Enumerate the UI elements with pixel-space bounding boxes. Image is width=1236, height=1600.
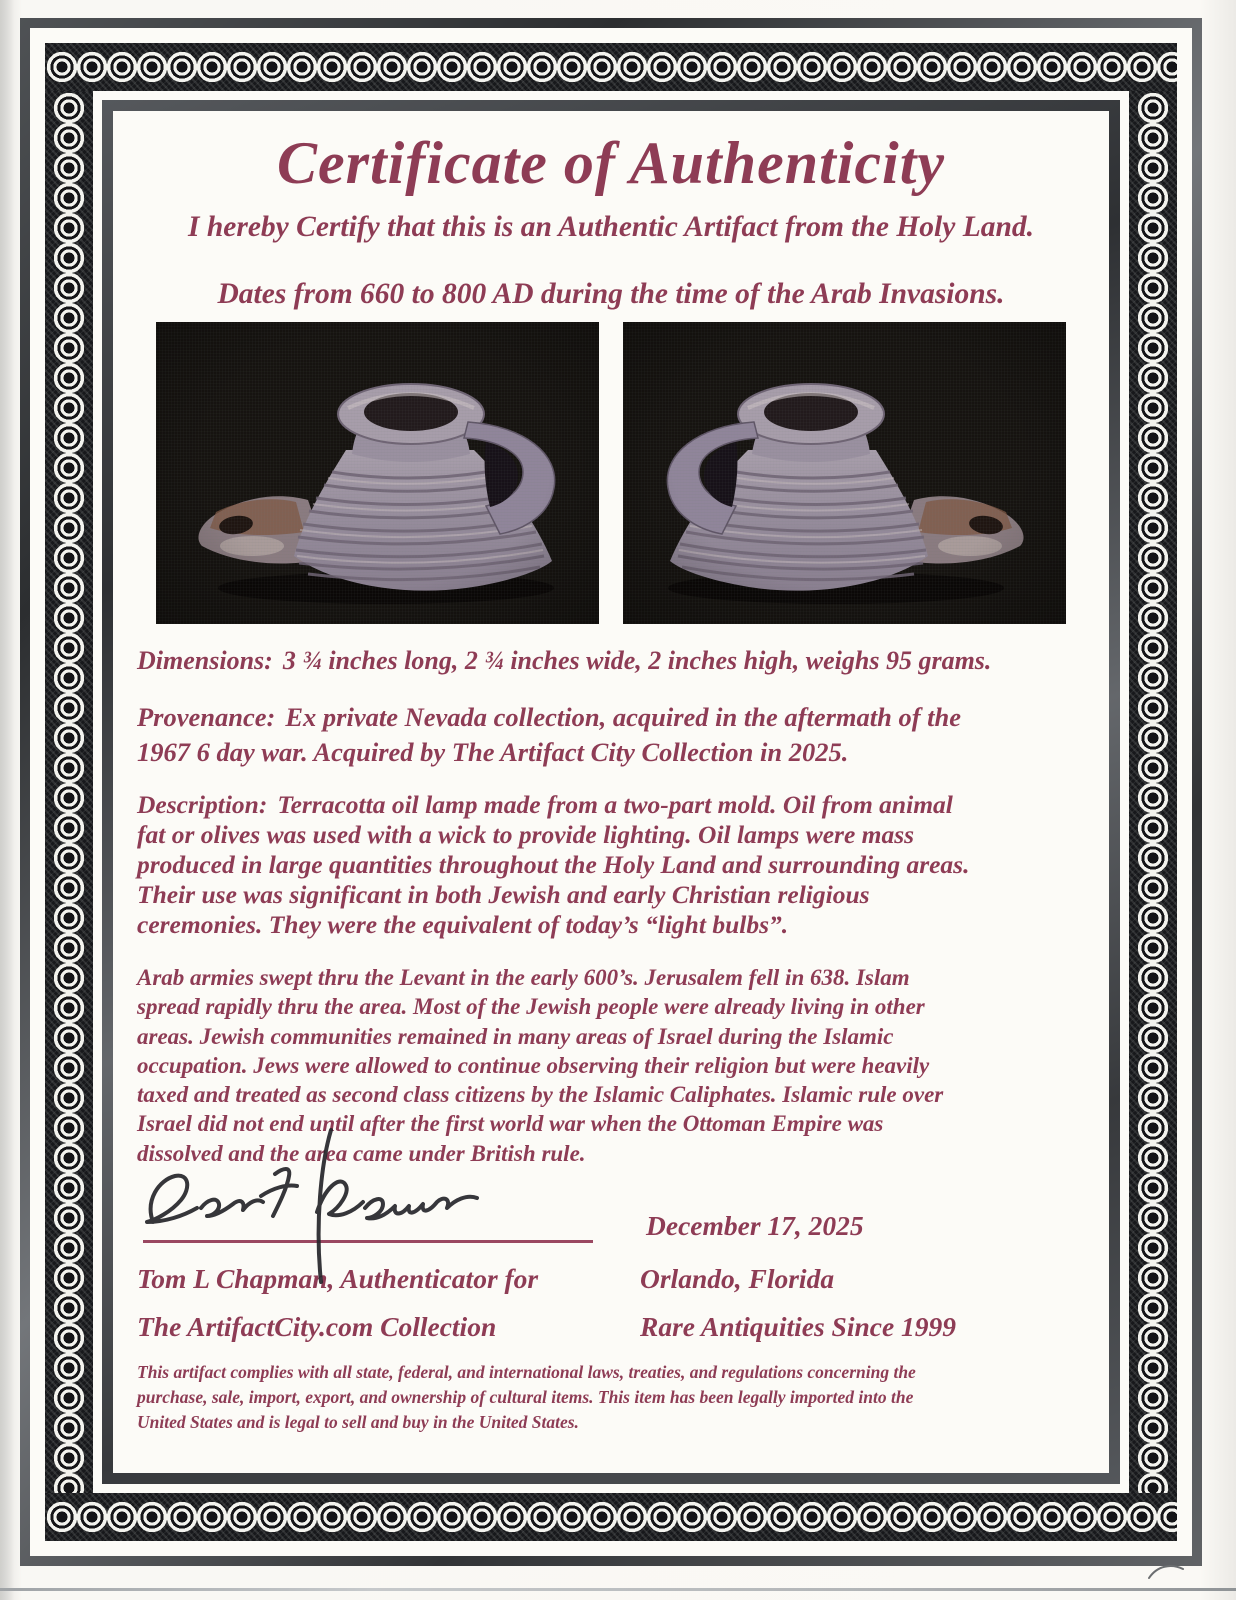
- circle-motif: [1136, 1441, 1170, 1475]
- circle-motif: [52, 751, 86, 785]
- circle-motif: [1136, 241, 1170, 275]
- circle-motif: [1136, 1261, 1170, 1295]
- circle-motif: [1136, 511, 1170, 545]
- circle-motif: [1136, 691, 1170, 725]
- text-line: spread rapidly thru the area. Most of the Jewish people were already living in other: [137, 994, 925, 1020]
- circle-motif: [825, 50, 859, 84]
- circle-motif: [645, 50, 679, 84]
- circle-motif: [1136, 601, 1170, 635]
- circle-motif: [735, 50, 769, 84]
- circle-motif: [405, 1500, 439, 1534]
- circle-motif: [855, 1500, 889, 1534]
- provenance-section: [137, 700, 1085, 769]
- circle-motif: [52, 841, 86, 875]
- circle-motif: [285, 50, 319, 84]
- circle-motif: [225, 1500, 259, 1534]
- circle-motif: [52, 451, 86, 485]
- pen-mark: [1145, 1560, 1189, 1586]
- circle-motif: [1136, 1021, 1170, 1055]
- signer-name: Tom L Chapman, Authenticator for: [137, 1263, 539, 1295]
- circle-motif: [52, 1471, 86, 1493]
- circle-motif: [585, 50, 619, 84]
- circle-motif: [1136, 991, 1170, 1025]
- collection-tagline: Rare Antiquities Since 1999: [640, 1311, 957, 1343]
- circle-motif: [52, 691, 86, 725]
- artifact-photo-left: [156, 322, 599, 624]
- circle-motif: [52, 331, 86, 365]
- border-ornament-right: [1129, 91, 1177, 1493]
- text-line: ceremonies. They were the equivalent of today’s “light bulbs”.: [137, 910, 789, 939]
- circle-motif: [52, 1201, 86, 1235]
- circle-motif: [1136, 571, 1170, 605]
- circle-motif: [1005, 1500, 1039, 1534]
- certificate: [20, 18, 1202, 1566]
- circle-motif: [675, 50, 709, 84]
- circle-motif: [52, 721, 86, 755]
- circle-motif: [1136, 211, 1170, 245]
- circle-motif: [52, 91, 86, 125]
- text-line: taxed and treated as second class citizens by the Islamic Caliphates. Islamic rule over: [137, 1082, 944, 1108]
- circle-motif: [52, 811, 86, 845]
- circle-motif: [52, 541, 86, 575]
- circle-motif: [435, 1500, 469, 1534]
- circle-motif: [52, 511, 86, 545]
- circle-motif: [1136, 721, 1170, 755]
- certificate-content: [113, 111, 1109, 1473]
- circle-motif: [765, 1500, 799, 1534]
- circle-motif: [1136, 1201, 1170, 1235]
- circle-motif: [52, 1441, 86, 1475]
- scanner-edge-line: [0, 1588, 1236, 1591]
- circle-motif: [825, 1500, 859, 1534]
- circle-motif: [1136, 1411, 1170, 1445]
- circle-motif: [1136, 1171, 1170, 1205]
- circle-motif: [945, 50, 979, 84]
- circle-motif: [1136, 271, 1170, 305]
- circle-motif: [52, 1261, 86, 1295]
- circle-motif: [52, 781, 86, 815]
- circle-motif: [1005, 50, 1039, 84]
- circle-motif: [555, 50, 589, 84]
- signature-line: [143, 1169, 593, 1243]
- circle-motif: [1136, 631, 1170, 665]
- circle-motif: [1136, 841, 1170, 875]
- circle-motif: [1136, 1111, 1170, 1145]
- circle-motif: [1125, 1500, 1159, 1534]
- circle-motif: [75, 1500, 109, 1534]
- circle-motif: [375, 1500, 409, 1534]
- circle-motif: [1136, 361, 1170, 395]
- provenance-label: Provenance:: [137, 702, 276, 732]
- circle-motif: [52, 1021, 86, 1055]
- circle-motif: [525, 1500, 559, 1534]
- circle-motif: [1125, 50, 1159, 84]
- handwritten-signature: [125, 1104, 605, 1304]
- circle-motif: [735, 1500, 769, 1534]
- certificate-date: December 17, 2025: [646, 1210, 864, 1242]
- circle-motif: [795, 1500, 829, 1534]
- artifact-photo-right: [623, 322, 1066, 624]
- circle-motif: [52, 211, 86, 245]
- provenance-text: [137, 735, 1085, 770]
- circle-motif: [1095, 50, 1129, 84]
- circle-motif: [1136, 421, 1170, 455]
- circle-motif: [165, 1500, 199, 1534]
- circle-motif: [1136, 931, 1170, 965]
- text-line: Arab armies swept thru the Levant in the early 600’s. Jerusalem fell in 638. Islam: [137, 965, 910, 990]
- circle-motif: [45, 1500, 79, 1534]
- circle-motif: [52, 661, 86, 695]
- circle-motif: [1136, 1381, 1170, 1415]
- text-line: Their use was significant in both Jewish and early Christian religious: [137, 880, 870, 909]
- text-line: occupation. Jews were allowed to continue observing their religion but were heavily: [137, 1052, 930, 1078]
- collection-name: The ArtifactCity.com Collection: [137, 1311, 497, 1343]
- circle-motif: [405, 50, 439, 84]
- circle-motif: [705, 1500, 739, 1534]
- circle-motif: [1136, 391, 1170, 425]
- text-line: fat or olives was used with a wick to provide lighting. Oil lamps were mass: [137, 820, 915, 849]
- provenance-first-line: Ex private Nevada collection, acquired in the aftermath of the: [285, 702, 962, 732]
- circle-motif: [52, 481, 86, 515]
- circle-motif: [1155, 1500, 1177, 1534]
- circle-motif: [52, 991, 86, 1025]
- circle-motif: [1136, 1141, 1170, 1175]
- circle-motif: [1136, 181, 1170, 215]
- circle-motif: [885, 50, 919, 84]
- circle-motif: [315, 1500, 349, 1534]
- text-line: This artifact complies with all state, federal, and international laws, treaties, and regulations concerning the: [137, 1362, 916, 1383]
- circle-motif: [52, 271, 86, 305]
- description-section: [137, 790, 1085, 940]
- circle-motif: [1136, 541, 1170, 575]
- circle-motif: [1136, 871, 1170, 905]
- circle-motif: [52, 631, 86, 665]
- circle-motif: [1065, 1500, 1099, 1534]
- circle-motif: [1155, 50, 1177, 84]
- circle-motif: [525, 50, 559, 84]
- circle-motif: [52, 901, 86, 935]
- circle-motif: [1136, 1351, 1170, 1385]
- circle-motif: [375, 50, 409, 84]
- signer-location: Orlando, Florida: [640, 1263, 835, 1295]
- circle-motif: [615, 1500, 649, 1534]
- text-line: Israel did not end until after the first world war when the Ottoman Empire was: [137, 1111, 884, 1137]
- border-ornament-left: [45, 91, 93, 1493]
- circle-motif: [52, 601, 86, 635]
- circle-motif: [52, 301, 86, 335]
- circle-motif: [1136, 1471, 1170, 1493]
- circle-motif: [435, 50, 469, 84]
- certificate-title: Certificate of Authenticity: [276, 130, 946, 196]
- circle-motif: [1136, 901, 1170, 935]
- circle-motif: [585, 1500, 619, 1534]
- circle-motif: [255, 50, 289, 84]
- circle-motif: [225, 50, 259, 84]
- signature-row: [137, 1172, 1085, 1243]
- circle-motif: [52, 871, 86, 905]
- circle-motif: [52, 421, 86, 455]
- circle-motif: [345, 1500, 379, 1534]
- circle-motif: [1136, 661, 1170, 695]
- circle-motif: [765, 50, 799, 84]
- circle-motif: [1136, 1231, 1170, 1265]
- circle-motif: [52, 1141, 86, 1175]
- circle-motif: [1136, 1051, 1170, 1085]
- circle-motif: [52, 1051, 86, 1085]
- border-ornament-top: [45, 43, 1177, 91]
- circle-motif: [465, 1500, 499, 1534]
- circle-motif: [675, 1500, 709, 1534]
- circle-motif: [885, 1500, 919, 1534]
- circle-motif: [52, 1351, 86, 1385]
- circle-motif: [915, 1500, 949, 1534]
- circle-motif: [1035, 50, 1069, 84]
- circle-motif: [855, 50, 889, 84]
- description-text: [137, 820, 1085, 940]
- circle-motif: [52, 151, 86, 185]
- circle-motif: [975, 1500, 1009, 1534]
- circle-motif: [1136, 781, 1170, 815]
- circle-motif: [135, 50, 169, 84]
- legal-disclaimer: [137, 1360, 1085, 1435]
- circle-motif: [1136, 151, 1170, 185]
- circle-motif: [52, 361, 86, 395]
- circle-motif: [1136, 1321, 1170, 1355]
- circle-motif: [255, 1500, 289, 1534]
- dimensions-label: Dimensions:: [137, 646, 273, 675]
- circle-motif: [1136, 1291, 1170, 1325]
- dimensions-section: [137, 644, 1085, 678]
- circle-motif: [52, 1171, 86, 1205]
- circle-motif: [52, 1411, 86, 1445]
- circle-motif: [52, 181, 86, 215]
- collection-row: [137, 1310, 1085, 1344]
- circle-motif: [1136, 811, 1170, 845]
- text-line: areas. Jewish communities remained in many areas of Israel during the Islamic: [137, 1023, 894, 1049]
- circle-motif: [795, 50, 829, 84]
- artifact-photos: [137, 322, 1085, 624]
- circle-motif: [52, 931, 86, 965]
- circle-motif: [315, 50, 349, 84]
- dating-statement: Dates from 660 to 800 AD during the time of the Arab Invasions.: [217, 278, 1005, 310]
- circle-motif: [1136, 451, 1170, 485]
- circle-motif: [52, 1081, 86, 1115]
- circle-motif: [465, 50, 499, 84]
- text-line: produced in large quantities throughout the Holy Land and surrounding areas.: [137, 850, 970, 879]
- text-line: dissolved and the area came under British rule.: [137, 1140, 586, 1166]
- circle-motif: [135, 1500, 169, 1534]
- circle-motif: [165, 50, 199, 84]
- circle-motif: [1136, 481, 1170, 515]
- circle-motif: [1136, 751, 1170, 785]
- circle-motif: [555, 1500, 589, 1534]
- circle-motif: [1095, 1500, 1129, 1534]
- circle-motif: [915, 50, 949, 84]
- dimensions-text: 3 ¾ inches long, 2 ¾ inches wide, 2 inches high, weighs 95 grams.: [282, 646, 992, 675]
- text-line: purchase, sale, import, export, and ownership of cultural items. This item has been legally imported into the: [137, 1387, 914, 1408]
- circle-motif: [52, 1111, 86, 1145]
- circle-motif: [345, 50, 379, 84]
- circle-motif: [1035, 1500, 1069, 1534]
- circle-motif: [645, 1500, 679, 1534]
- circle-motif: [45, 50, 79, 84]
- circle-motif: [1136, 91, 1170, 125]
- border-ornament-bottom: [45, 1493, 1177, 1541]
- circle-motif: [975, 50, 1009, 84]
- circle-motif: [1136, 961, 1170, 995]
- description-label: Description:: [137, 790, 268, 819]
- circle-motif: [105, 50, 139, 84]
- circle-motif: [705, 50, 739, 84]
- text-line: 1967 6 day war. Acquired by The Artifact City Collection in 2025.: [137, 736, 849, 767]
- circle-motif: [52, 1381, 86, 1415]
- circle-motif: [195, 1500, 229, 1534]
- circle-motif: [1136, 1081, 1170, 1115]
- circle-motif: [285, 1500, 319, 1534]
- circle-motif: [1136, 331, 1170, 365]
- circle-motif: [52, 1291, 86, 1325]
- text-line: United States and is legal to sell and buy in the United States.: [137, 1412, 579, 1433]
- circle-motif: [1065, 50, 1099, 84]
- circle-motif: [52, 241, 86, 275]
- circle-motif: [75, 50, 109, 84]
- certify-statement: I hereby Certify that this is an Authentic Artifact from the Holy Land.: [188, 211, 1034, 243]
- circle-motif: [945, 1500, 979, 1534]
- circle-motif: [52, 961, 86, 995]
- circle-motif: [195, 50, 229, 84]
- circle-motif: [1136, 301, 1170, 335]
- circle-motif: [52, 1321, 86, 1355]
- circle-motif: [52, 571, 86, 605]
- circle-motif: [52, 1231, 86, 1265]
- circle-motif: [615, 50, 649, 84]
- circle-motif: [495, 1500, 529, 1534]
- description-first-line: Terracotta oil lamp made from a two-part mold. Oil from animal: [277, 790, 953, 819]
- circle-motif: [495, 50, 529, 84]
- circle-motif: [52, 121, 86, 155]
- circle-motif: [1136, 121, 1170, 155]
- circle-motif: [105, 1500, 139, 1534]
- circle-motif: [52, 391, 86, 425]
